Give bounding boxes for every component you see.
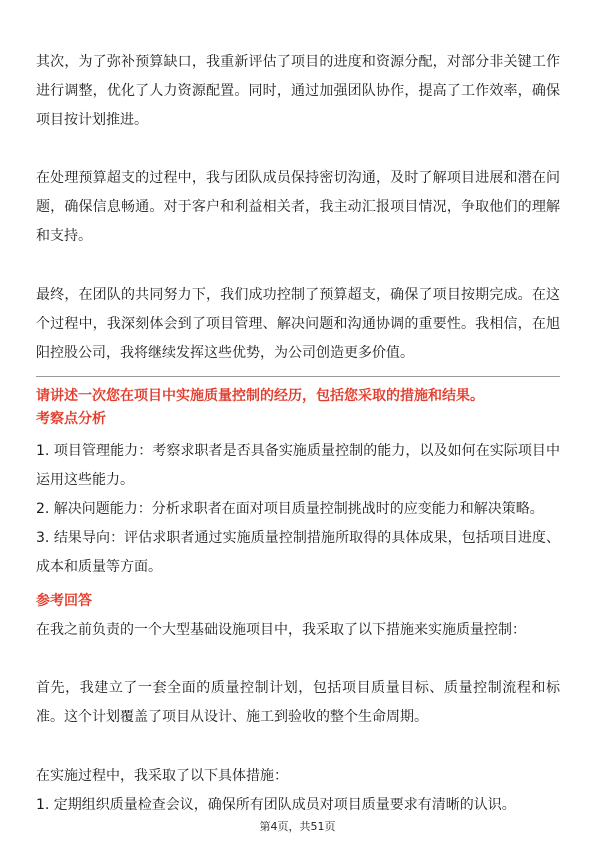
- answer-paragraph-1: 在我之前负责的一个大型基础设施项目中，我采取了以下措施来实施质量控制：: [36, 622, 526, 638]
- body-paragraph-2: 在处理预算超支的过程中，我与团队成员保持密切沟通，及时了解项目进展和潜在问题，确保信息畅通。对于客户和利益相关者，我主动汇报项目情况，争取他们的理解和支持。: [36, 170, 560, 244]
- answer-heading: 参考回答: [36, 593, 92, 609]
- analysis-heading: 考察点分析: [36, 411, 106, 427]
- section-divider: [36, 376, 560, 377]
- question-title: 请讲述一次您在项目中实施质量控制的经历，包括您采取的措施和结果。: [36, 388, 484, 404]
- analysis-point-2: 2. 解决问题能力：分析求职者在面对项目质量控制挑战时的应变能力和解决策略。: [36, 501, 544, 517]
- analysis-point-3: 3. 结果导向：评估求职者通过实施质量控制措施所取得的具体成果，包括项目进度、成本和质量等方面。: [36, 530, 560, 575]
- body-paragraph-3: 最终，在团队的共同努力下，我们成功控制了预算超支，确保了项目按期完成。在这个过程中，我深刻体会到了项目管理、解决问题和沟通协调的重要性。我相信，在旭阳控股公司，我将继续发挥这些优势，为公司创造更多价值。: [36, 287, 560, 361]
- answer-paragraph-3: 在实施过程中，我采取了以下具体措施：: [36, 768, 288, 784]
- analysis-point-1: 1. 项目管理能力：考察求职者是否具备实施质量控制的能力，以及如何在实际项目中运用这些能力。: [36, 443, 560, 488]
- body-paragraph-1: 其次，为了弥补预算缺口，我重新评估了项目的进度和资源分配，对部分非关键工作进行调整，优化了人力资源配置。同时，通过加强团队协作，提高了工作效率，确保项目按计划推进。: [36, 54, 560, 128]
- answer-paragraph-2: 首先，我建立了一套全面的质量控制计划，包括项目质量目标、质量控制流程和标准。这个计划覆盖了项目从设计、施工到验收的整个生命周期。: [36, 680, 560, 725]
- page-number: 第4页，共51页: [259, 820, 336, 833]
- answer-paragraph-4: 1. 定期组织质量检查会议，确保所有团队成员对项目质量要求有清晰的认识。: [36, 797, 516, 813]
